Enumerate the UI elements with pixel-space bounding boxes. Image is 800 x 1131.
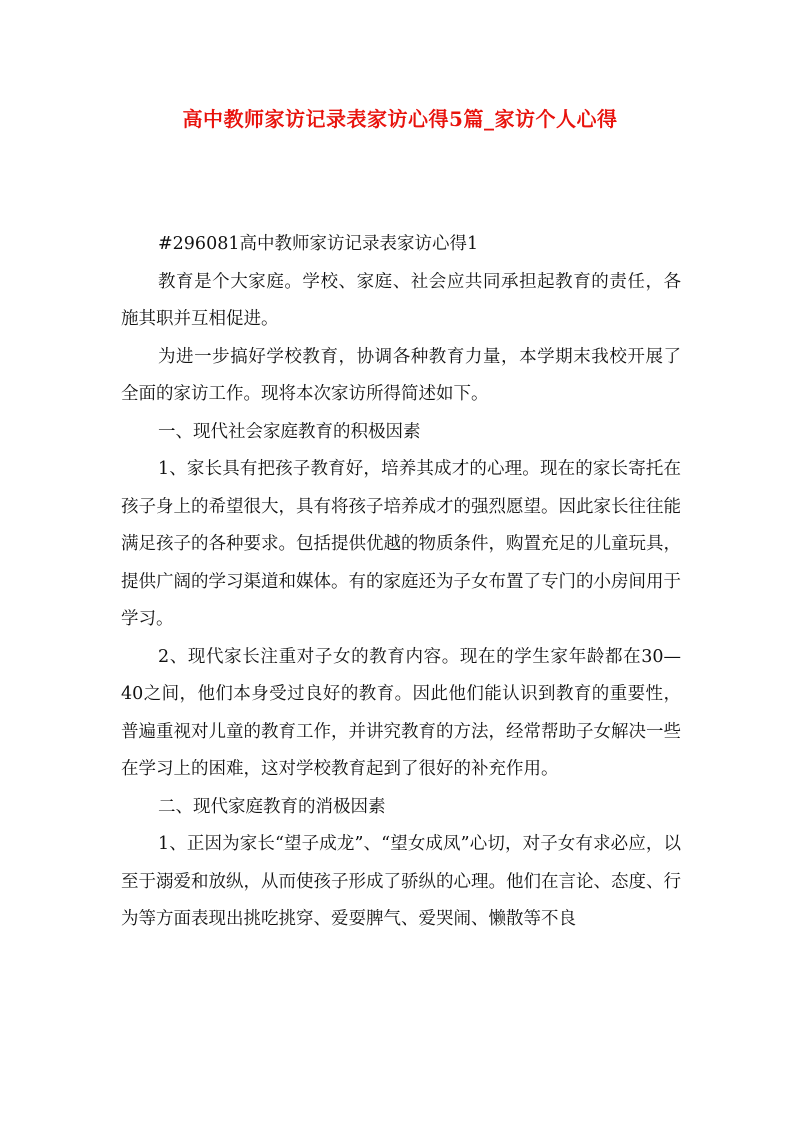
paragraph: 1、正因为家长“望子成龙”、“望女成凤”心切，对子女有求必应，以至于溺爱和放纵，从而使孩子形成了骄纵的心理。他们在言论、态度、行为等方面表现出挑吃挑穿、爱耍脾气、爱哭闹、懒散等不良 xyxy=(121,834,681,929)
document-title: 高中教师家访记录表家访心得5篇_家访个人心得 xyxy=(182,107,618,131)
subheading: 一、现代社会家庭教育的积极因素 xyxy=(158,421,421,442)
document-body xyxy=(121,226,681,939)
section-heading: #296081高中教师家访记录表家访心得1 xyxy=(158,234,479,254)
paragraph: 1、家长具有把孩子教育好，培养其成才的心理。现在的家长寄托在孩子身上的希望很大，具有将孩子培养成才的强烈愿望。因此家长往往能满足孩子的各种要求。包括提供优越的物质条件，购置充足的儿童玩具，提供广阔的学习渠道和媒体。有的家庭还为子女布置了专门的小房间用于学习。 xyxy=(121,459,681,629)
paragraph: 为进一步搞好学校教育，协调各种教育力量，本学期末我校开展了全面的家访工作。现将本次家访所得简述如下。 xyxy=(121,346,681,404)
paragraph: 教育是个大家庭。学校、家庭、社会应共同承担起教育的责任，各施其职并互相促进。 xyxy=(121,271,681,329)
paragraph: 2、现代家长注重对子女的教育内容。现在的学生家年龄都在30—40之间，他们本身受过良好的教育。因此他们能认识到教育的重要性，普遍重视对儿童的教育工作，并讲究教育的方法，经常帮助子女解决一些在学习上的困难，这对学校教育起到了很好的补充作用。 xyxy=(121,646,681,779)
subheading: 二、现代家庭教育的消极因素 xyxy=(158,796,386,817)
